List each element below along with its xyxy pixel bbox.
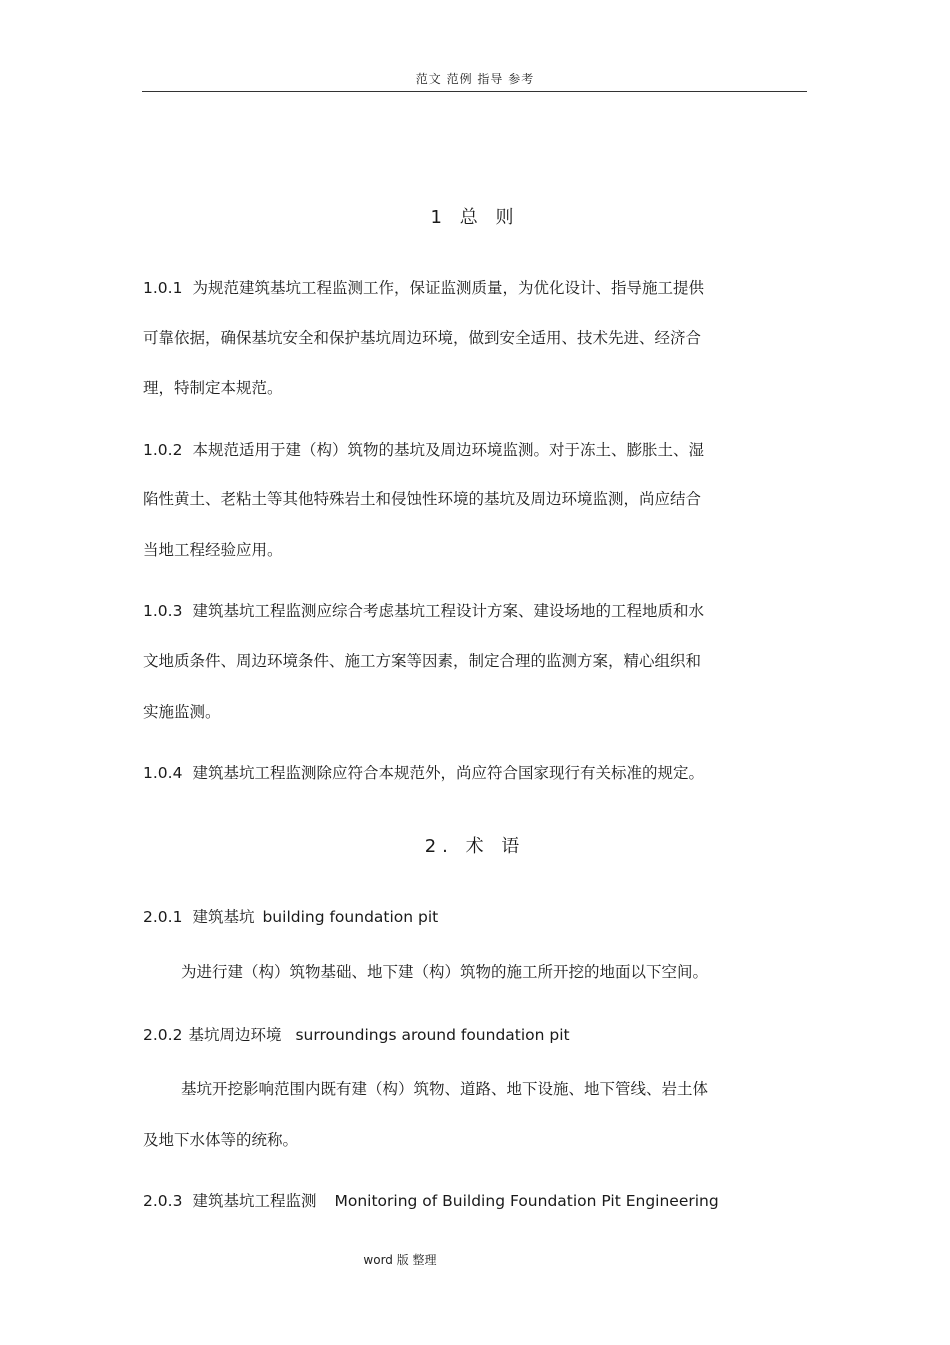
clause-1-0-1-line-3: 理，特制定本规范。	[143, 379, 283, 397]
term-number: 2.0.3	[143, 1192, 183, 1210]
section-2-title: 2. 术 语	[424, 836, 526, 857]
clause-1-0-3-line-3: 实施监测。	[143, 703, 221, 721]
clause-number: 1.0.3	[143, 602, 183, 620]
clause-text: 建筑基坑工程监测除应符合本规范外，尚应符合国家现行有关标准的规定。	[192, 764, 704, 782]
clause-text: 建筑基坑工程监测应综合考虑基坑工程设计方案、建设场地的工程地质和水	[192, 602, 704, 620]
term-zh: 基坑周边环境	[188, 1026, 282, 1044]
page-footer: word 版 整理	[363, 1253, 437, 1267]
clause-1-0-1-line-2: 可靠依据，确保基坑安全和保护基坑周边环境，做到安全适用、技术先进、经济合	[143, 329, 702, 347]
section-1-title: 1 总 则	[430, 207, 520, 228]
clause-1-0-2-line-1	[143, 438, 704, 460]
clause-text: 为规范建筑基坑工程监测工作，保证监测质量，为优化设计、指导施工提供	[192, 279, 704, 297]
clause-1-0-3-line-1	[143, 599, 704, 621]
clause-number: 1.0.2	[143, 441, 183, 459]
term-2-0-2-definition-line-2: 及地下水体等的统称。	[143, 1131, 299, 1149]
term-zh: 建筑基坑	[192, 908, 255, 926]
term-2-0-2-heading	[143, 1023, 570, 1045]
term-en: surroundings around foundation pit	[295, 1026, 570, 1044]
clause-number: 1.0.4	[143, 764, 183, 782]
term-2-0-1-heading	[143, 905, 438, 927]
clause-1-0-3-line-2: 文地质条件、周边环境条件、施工方案等因素，制定合理的监测方案，精心组织和	[143, 652, 702, 670]
page-header: 范文 范例 指导 参考	[415, 72, 535, 86]
term-en: building foundation pit	[262, 908, 439, 926]
term-number: 2.0.2	[143, 1026, 183, 1044]
clause-1-0-2-line-3: 当地工程经验应用。	[143, 541, 283, 559]
term-2-0-3-heading	[143, 1189, 719, 1211]
header-divider	[142, 91, 807, 92]
clause-1-0-4-line-1	[143, 761, 704, 783]
clause-1-0-1-line-1	[143, 276, 704, 298]
term-2-0-2-definition-line-1: 基坑开挖影响范围内既有建（构）筑物、道路、地下设施、地下管线、岩土体	[181, 1080, 709, 1098]
clause-number: 1.0.1	[143, 279, 183, 297]
term-zh: 建筑基坑工程监测	[192, 1192, 317, 1210]
term-en: Monitoring of Building Foundation Pit Engineering	[334, 1192, 719, 1210]
clause-text: 本规范适用于建（构）筑物的基坑及周边环境监测。对于冻土、膨胀土、湿	[192, 441, 704, 459]
clause-1-0-2-line-2: 陷性黄土、老粘土等其他特殊岩土和侵蚀性环境的基坑及周边环境监测，尚应结合	[143, 490, 702, 508]
term-number: 2.0.1	[143, 908, 183, 926]
term-2-0-1-definition: 为进行建（构）筑物基础、地下建（构）筑物的施工所开挖的地面以下空间。	[181, 963, 709, 981]
